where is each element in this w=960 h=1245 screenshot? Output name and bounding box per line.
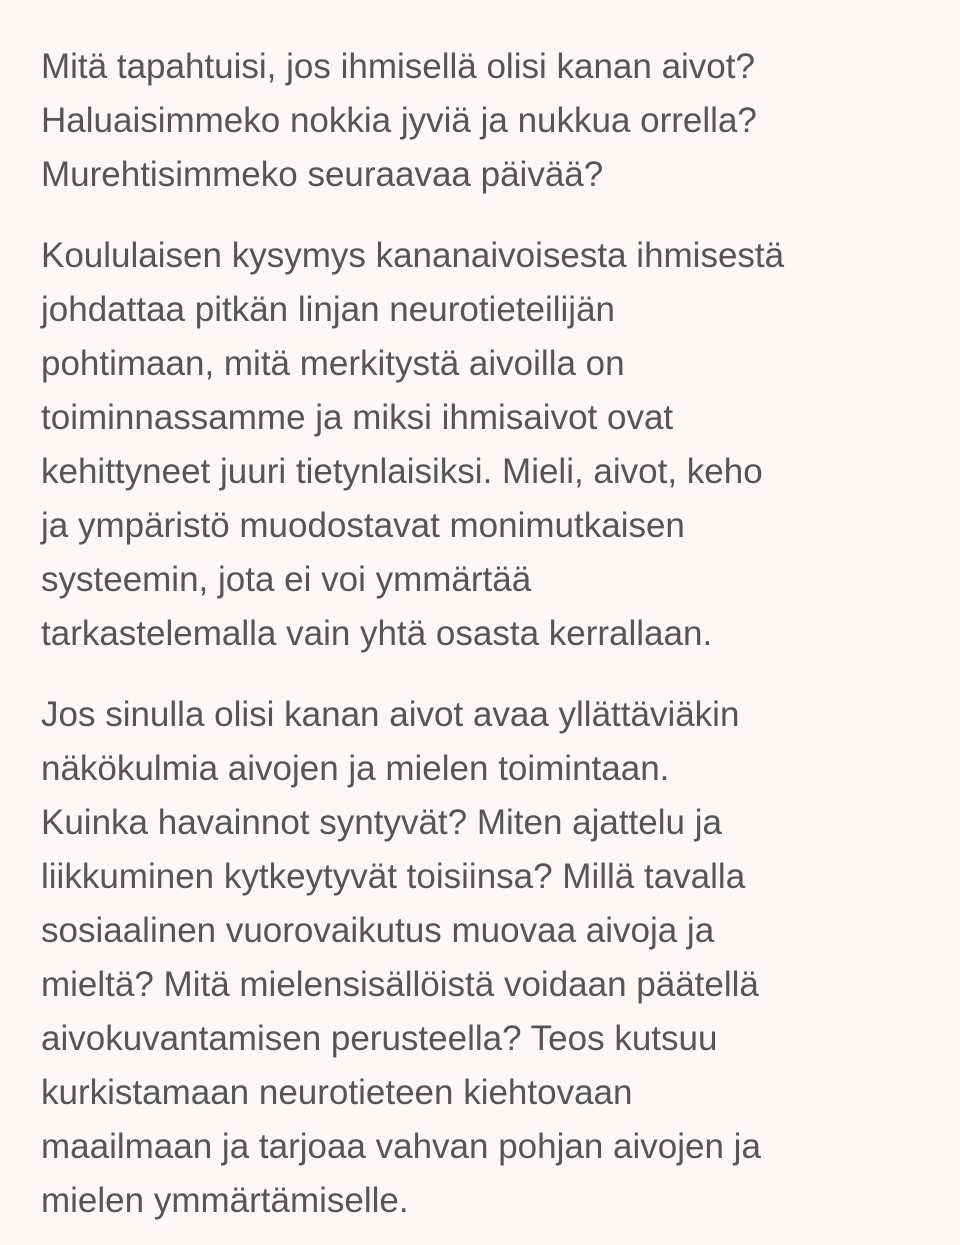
text-line: Jos sinulla olisi kanan aivot avaa yllättäviäkin bbox=[41, 695, 740, 734]
text-line: pohtimaan, mitä merkitystä aivoilla on bbox=[41, 344, 625, 383]
text-line: johdattaa pitkän linjan neurotieteilijän bbox=[41, 290, 616, 329]
paragraph bbox=[41, 40, 960, 202]
text-line: maailmaan ja tarjoaa vahvan pohjan aivojen ja bbox=[41, 1127, 761, 1166]
text-line: liikkuminen kytkeytyvät toisiinsa? Millä tavalla bbox=[41, 857, 746, 896]
text-line: mielen ymmärtämiselle. bbox=[41, 1181, 409, 1220]
paragraph bbox=[41, 688, 960, 1228]
text-line: toiminnassamme ja miksi ihmisaivot ovat bbox=[41, 398, 674, 437]
text-line: systeemin, jota ei voi ymmärtää bbox=[41, 560, 532, 599]
text-line: kurkistamaan neurotieteen kiehtovaan bbox=[41, 1073, 633, 1112]
paragraph bbox=[41, 229, 960, 661]
text-line: aivokuvantamisen perusteella? Teos kutsuu bbox=[41, 1019, 718, 1058]
text-line: ja ympäristö muodostavat monimutkaisen bbox=[41, 506, 685, 545]
text-line: Koululaisen kysymys kananaivoisesta ihmisestä bbox=[41, 236, 785, 275]
text-line: Haluaisimmeko nokkia jyviä ja nukkua orrella? bbox=[41, 101, 757, 140]
text-line: mieltä? Mitä mielensisällöistä voidaan päätellä bbox=[41, 965, 759, 1004]
text-line: Kuinka havainnot syntyvät? Miten ajattelu ja bbox=[41, 803, 722, 842]
text-line: kehittyneet juuri tietynlaisiksi. Mieli, aivot, keho bbox=[41, 452, 763, 491]
text-line: Mitä tapahtuisi, jos ihmisellä olisi kanan aivot? bbox=[41, 47, 755, 86]
text-line: sosiaalinen vuorovaikutus muovaa aivoja ja bbox=[41, 911, 715, 950]
text-line: näkökulmia aivojen ja mielen toimintaan. bbox=[41, 749, 670, 788]
text-line: Murehtisimmeko seuraavaa päivää? bbox=[41, 155, 604, 194]
text-line: tarkastelemalla vain yhtä osasta kerrallaan. bbox=[41, 614, 713, 653]
